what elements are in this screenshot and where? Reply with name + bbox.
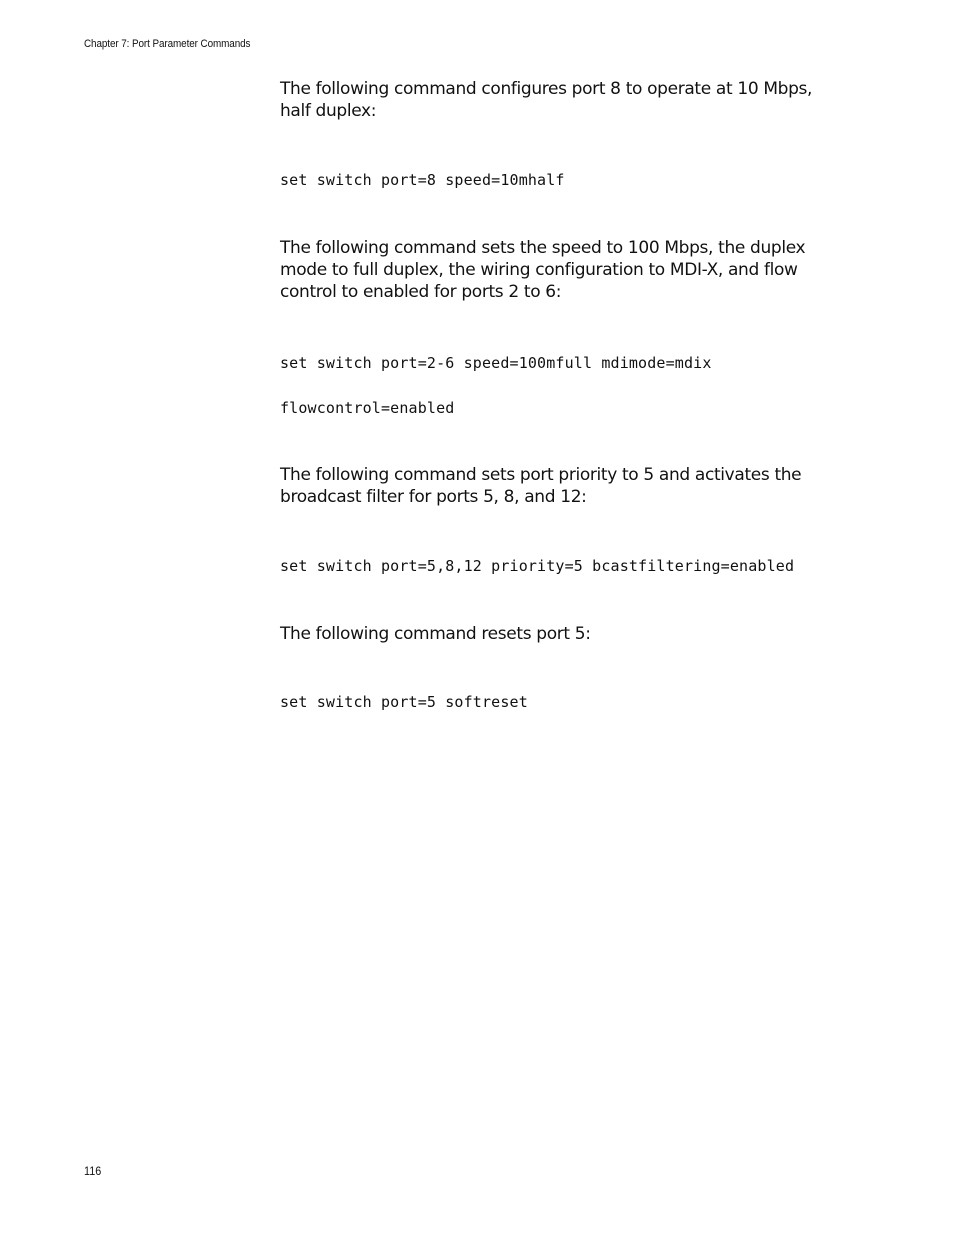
example-1-command [280,143,840,218]
example-1-command-line-1: set switch port=8 speed=10mhalf [280,171,565,189]
example-1-description: The following command configures port 8 to operate at 10 Mbps, half duplex: [280,79,813,121]
page-body [280,78,840,740]
example-2-command-line-2: flowcontrol=enabled [280,399,455,417]
example-3-command [280,529,840,604]
example-4-description: The following command resets port 5: [280,624,591,644]
example-2-description: The following command sets the speed to 100 Mbps, the duplex mode to full duplex, the wiring configuration to MDI-X, and flow control to enabled for ports 2 to 6: [280,238,806,302]
example-3-description: The following command sets port priority to 5 and activates the broadcast filter for ports 5, 8, and 12: [280,465,802,507]
page-number: 116 [84,1164,102,1178]
example-2-command [280,326,840,446]
running-header: Chapter 7: Port Parameter Commands [84,38,251,50]
example-3-command-line-1: set switch port=5,8,12 priority=5 bcastfiltering=enabled [280,557,795,575]
example-4-command [280,665,840,740]
example-4-command-line-1: set switch port=5 softreset [280,693,528,711]
example-2-command-line-1: set switch port=2-6 speed=100mfull mdimode=mdix [280,354,712,372]
